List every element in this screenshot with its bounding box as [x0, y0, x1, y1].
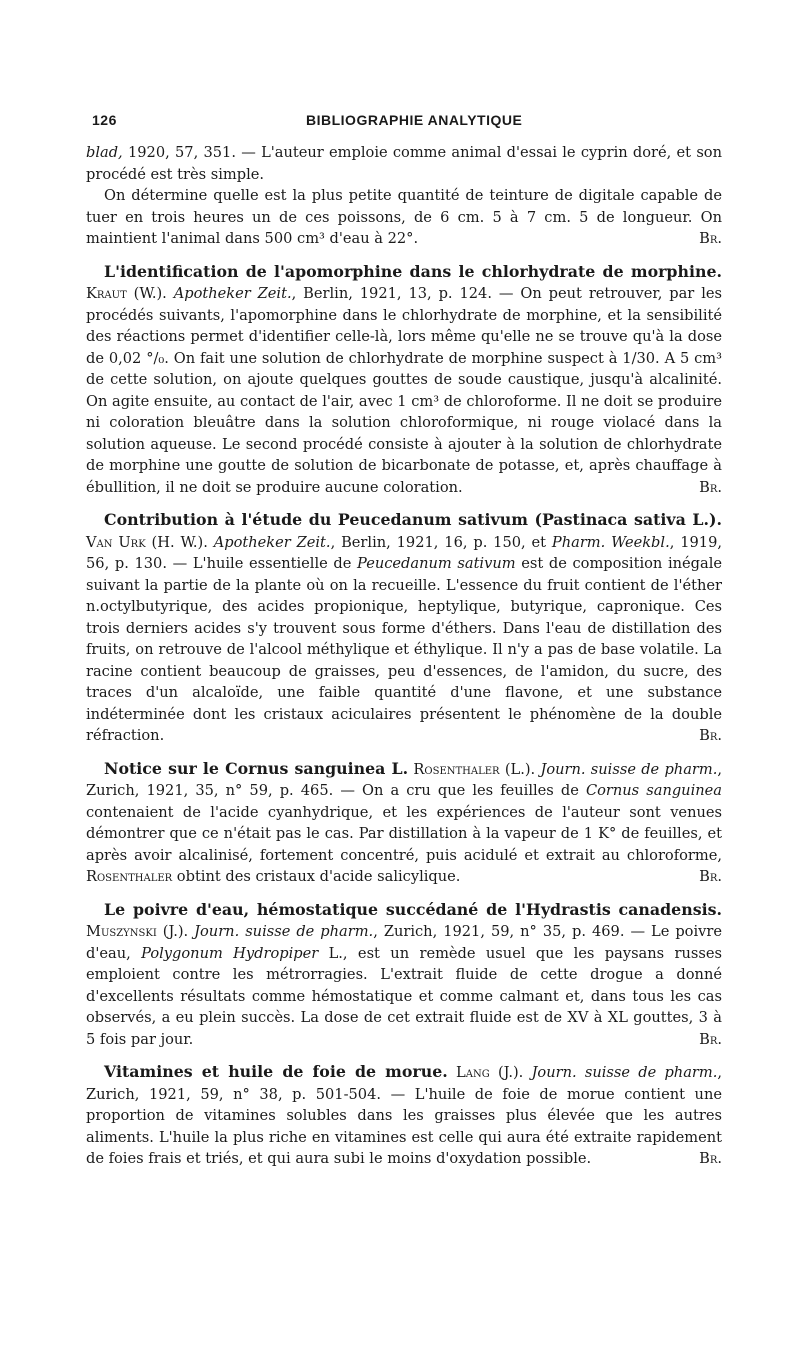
intro-citation: 1920, 57, 351. — L'auteur emploie comme animal d'essai le cyprin doré, et son procédé est très simple. [86, 144, 722, 183]
signature: Br. [699, 727, 722, 744]
article-species: Peucedanum sativum [357, 555, 516, 572]
article-author-initials: (J.). [156, 923, 195, 940]
article-body-part: est de composition inégale suivant la partie de la plante où on la recueille. L'essence du fruit contient de l'éther n.octylbutyrique, des acides propionique, heptylique, butyrique, capronique. Ces trois derniers acides s'y trouvent sous forme d'éthers. Dans l'eau de distillation des fruits, on retrouve de l'alcool méthylique et éthylique. Il n'y a pas de base volatile. La racine contient beaucoup de graisses, peu d'essences, de l'amidon, du sucre, des traces d'un alcaloïde, une faible quantité d'une flavone, et une substance indéterminée dont les cristaux aciculaires présentent le phénomène de la double réfraction. [86, 555, 722, 744]
signature: Br. [699, 1030, 722, 1048]
intro-body: On détermine quelle est la plus petite quantité de teinture de digitale capable de tuer en trois heures un de ces poissons, de 6 cm. 5 à 7 cm. 5 de longueur. On maintient l'animal dans 500 cm³ d'eau à 22°. [86, 187, 722, 247]
article-title: Notice sur le Cornus sanguinea L. [104, 758, 409, 778]
article-author-initials: (W.). [126, 285, 174, 302]
article-body-part: obtint des cristaux d'acide salicylique. [172, 868, 461, 885]
intro-paragraph [86, 142, 722, 185]
article-journal-2: Pharm. Weekbl. [551, 533, 670, 551]
article-author: Lang [456, 1064, 490, 1081]
signature: Br. [699, 1150, 722, 1167]
article-author-initials: (H. W.). [145, 533, 214, 551]
signature: Br. [699, 868, 722, 885]
article-body-part: L., est un remède usuel que les paysans russes emploient contre les métrorragies. L'extrait fluide de cette drogue a donné d'excellents résultats comme hémostatique et comme calmant et, dans tous les cas observés, a eu plein succès. La dose de cet extrait fluide est de XV à XL gouttes, 3 à 5 fois par jour. [86, 944, 722, 1048]
article-title: L'identification de l'apomorphine dans le chlorhydrate de morphine. [104, 261, 722, 281]
signature: Br. [699, 478, 722, 496]
page-number: 126 [92, 112, 117, 128]
article-species: Polygonum Hydropiper [141, 944, 319, 962]
article-author: Rosenthaler [413, 760, 500, 778]
article-body-part: , 1919, 56, p. 130. — L'huile essentielle de [86, 533, 722, 572]
article-journal: Journ. suisse de pharm. [194, 923, 374, 940]
article-body: , Zurich, 1921, 59, n° 38, p. 501-504. — L'huile de foie de morue contient une proportion de vitamines solubles dans les graisses plus élevée que les autres aliments. L'huile la plus riche en vitamines est celle qui aura été extraite rapidement de foies frais et triés, et qui aura subi le moins d'oxydation possible. [86, 1064, 723, 1167]
article-author-initials: (L.). [499, 760, 541, 778]
article-body-part: , Zurich, 1921, 35, n° 59, p. 465. — On a cru que les feuilles de [86, 760, 722, 799]
article-poivre-eau [86, 899, 722, 1051]
article-author: Muszynski [86, 923, 157, 940]
article-author: Kraut [86, 285, 127, 302]
article-body-part: , Berlin, 1921, 16, p. 150, et [330, 533, 552, 551]
article-journal: Apotheker Zeit. [213, 533, 331, 551]
article-author-initials: (J.). [489, 1064, 532, 1081]
article-body: , Berlin, 1921, 13, p. 124. — On peut retrouver, par les procédés suivants, l'apomorphine dans le chlorhydrate de morphine, et la sensibilité des réactions permet d'identifier celle-là, lors même qu'elle ne se trouve qu'à la dose de 0,02 °/₀. On fait une solution de chlorhydrate de morphine suspect à 1/30. A 5 cm³ de cette solution, on ajoute quelques gouttes de soude caustique, jusqu'à alcalinité. On agite ensuite, au contact de l'air, avec 1 cm³ de chloroforme. Il ne doit se produire ni coloration bleuâtre dans la solution chloroformique, ni rouge violacé dans la solution aqueuse. Le second procédé consiste à ajouter à la solution de chlorhydrate de morphine une goutte de solution de bicarbonate de potasse, et, après chauffage à ébullition, il ne doit se produire aucune coloration. [86, 285, 722, 496]
article-journal: Apotheker Zeit. [173, 285, 292, 302]
running-title: BIBLIOGRAPHIE ANALYTIQUE [306, 112, 523, 128]
text-column [86, 142, 722, 1170]
article-cornus [86, 758, 722, 888]
article-vitamines [86, 1061, 722, 1170]
article-peucedanum [86, 509, 722, 747]
article-title: Le poivre d'eau, hémostatique succédané de l'Hydrastis canadensis. [104, 899, 722, 919]
article-title: Contribution à l'étude du Peucedanum sativum (Pastinaca sativa L.). [104, 510, 722, 529]
article-apomorphine [86, 261, 722, 499]
article-journal: Journ. suisse de pharm. [531, 1064, 718, 1081]
intro-paragraph-2 [86, 185, 722, 250]
article-author: Van Urk [86, 533, 146, 551]
article-author-mention: Rosenthaler [86, 868, 173, 885]
article-body-part: , Zurich, 1921, 59, n° 35, p. 469. — Le poivre d'eau, [86, 923, 722, 962]
signature: Br. [699, 230, 722, 247]
running-header [86, 104, 722, 128]
article-journal: Journ. suisse de pharm. [540, 760, 718, 778]
article-species: Cornus sanguinea [585, 782, 722, 799]
intro-journal: blad, [86, 144, 123, 161]
article-body-part: contenaient de l'acide cyanhydrique, et les expériences de l'auteur sont venues démontrer que ce n'était pas le cas. Par distillation à la vapeur de 1 K° de feuilles, et après avoir alcalinisé, fortement concentré, puis acidulé et extrait au chloroforme, [86, 803, 722, 864]
article-title: Vitamines et huile de foie de morue. [104, 1062, 448, 1081]
